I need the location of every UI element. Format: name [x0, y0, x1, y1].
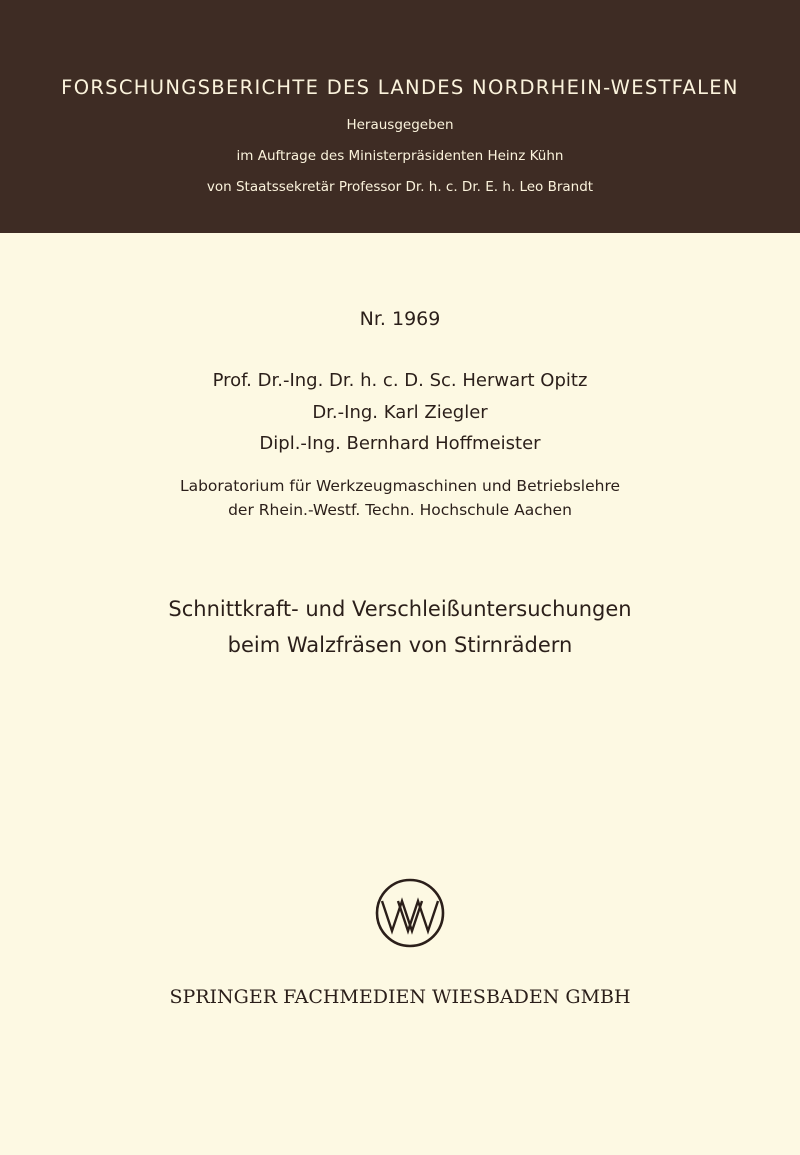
publisher-logo-icon	[374, 877, 446, 949]
publisher-name: SPRINGER FACHMEDIEN WIESBADEN GMBH	[169, 986, 631, 1008]
series-header	[0, 0, 800, 233]
author-hoffmeister: Dipl.-Ing. Bernhard Hoffmeister	[259, 433, 541, 454]
book-title-line-2: beim Walzfräsen von Stirnrädern	[227, 633, 573, 657]
editor-line-secretary: von Staatssekretär Professor Dr. h. c. Dr. E. h. Leo Brandt	[206, 179, 594, 195]
editor-line-published: Herausgegeben	[346, 117, 454, 133]
book-title-line-1: Schnittkraft- und Verschleißuntersuchungen	[168, 597, 632, 621]
report-number: Nr. 1969	[359, 308, 441, 330]
editor-line-commission: im Auftrage des Ministerpräsidenten Heinz Kühn	[236, 148, 564, 164]
series-title: FORSCHUNGSBERICHTE DES LANDES NORDRHEIN-WESTFALEN	[61, 76, 739, 99]
institution-line-2: der Rhein.-Westf. Techn. Hochschule Aachen	[228, 501, 572, 519]
author-ziegler: Dr.-Ing. Karl Ziegler	[312, 402, 488, 423]
institution-line-1: Laboratorium für Werkzeugmaschinen und Betriebslehre	[179, 477, 621, 495]
author-opitz: Prof. Dr.-Ing. Dr. h. c. D. Sc. Herwart Opitz	[212, 370, 588, 391]
